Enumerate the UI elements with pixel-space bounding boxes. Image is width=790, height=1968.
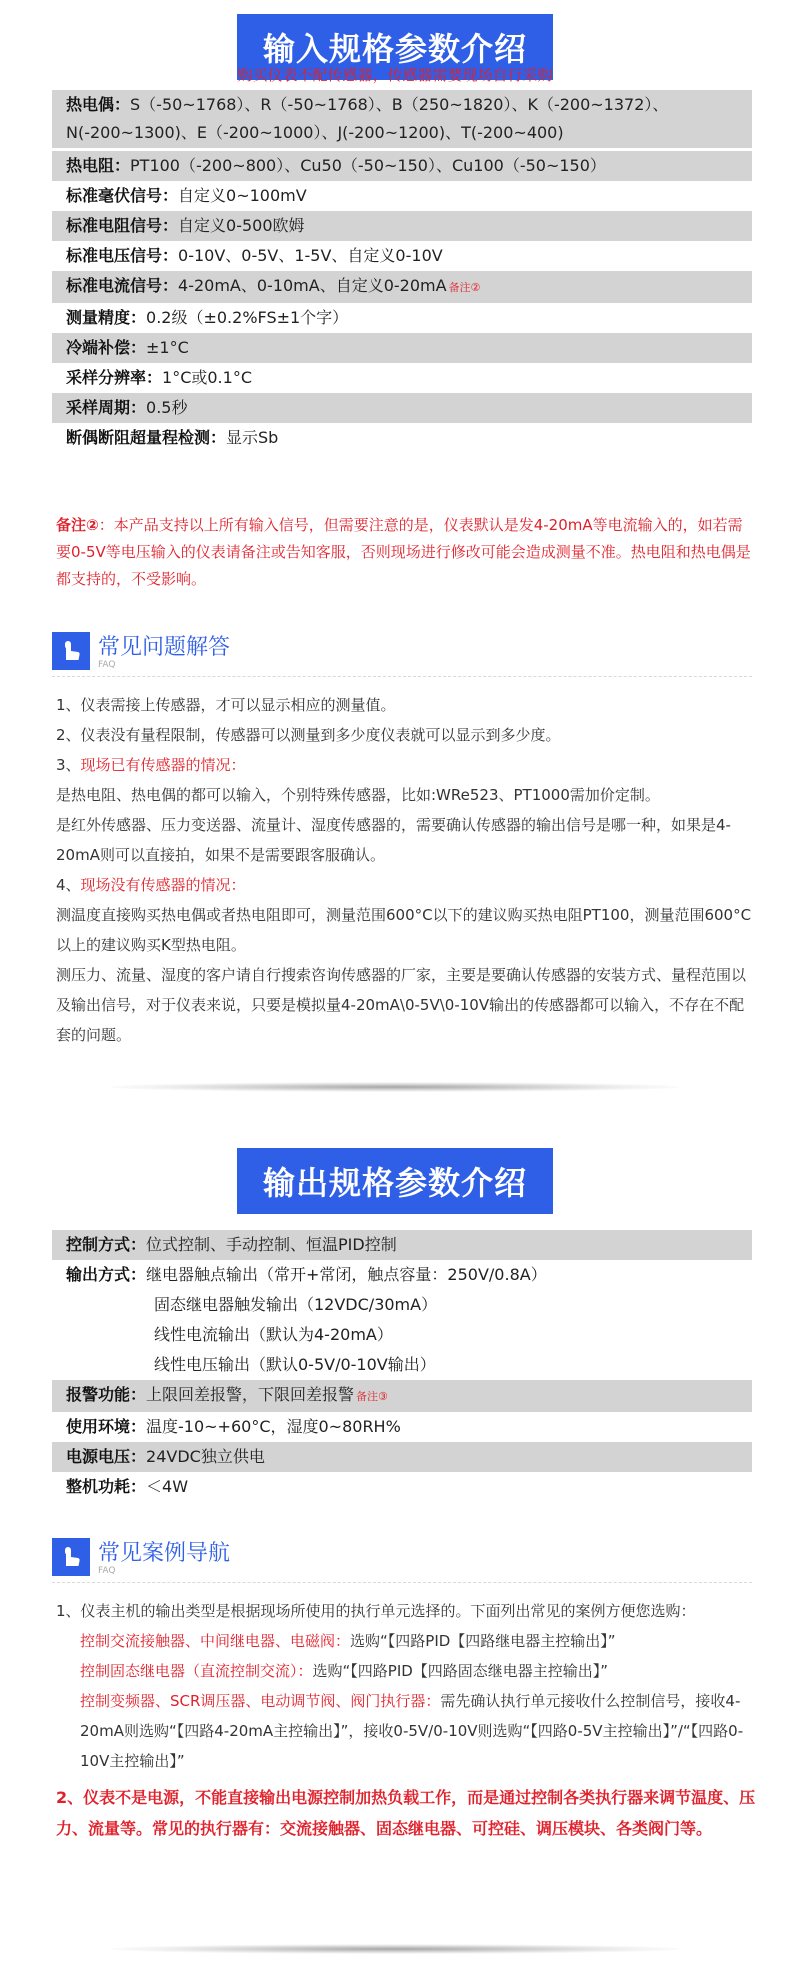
case-item: 控制固态继电器（直流控制交流）：选购“【四路PID【四路固态继电器主控输出】”	[80, 1662, 609, 1680]
out-row-output: 输出方式：继电器触点输出（常开+常闭，触点容量：250V/0.8A）	[66, 1265, 547, 1284]
case-nav-divider	[52, 1582, 752, 1583]
out-row-output-ssr: 固态继电器触发输出（12VDC/30mA）	[154, 1295, 438, 1314]
out-row-consumption: 整机功耗：＜4W	[66, 1477, 189, 1496]
faq-line: 是热电阻、热电偶的都可以输入，个别特殊传感器，比如:WRe523、PT1000需加价定制。	[56, 786, 660, 804]
spec-row-rtd: 热电阻：PT100（-200~800）、Cu50（-50~150）、Cu100（-50~150）	[52, 151, 752, 181]
note-2-tag: 备注②	[448, 281, 481, 294]
spec-row-thermocouple: 热电偶：S（-50~1768）、R（-50~1768）、B（250~1820）、K（-200~1372）、 N(-200~1300)、E（-200~1000）、J(-200~1200)、T(-200~400)	[52, 90, 752, 148]
out-row-alarm: 报警功能：上限回差报警，下限回差报警 备注③	[52, 1380, 752, 1412]
faq-line: 测温度直接购买热电偶或者热电阻即可，测量范围600°C以下的建议购买热电阻PT100，测量范围600°C以上的建议购买K型热电阻。	[56, 906, 752, 954]
out-row-output-voltage: 线性电压输出（默认0-5V/0-10V输出）	[154, 1355, 436, 1374]
faq-line: 是红外传感器、压力变送器、流量计、湿度传感器的，需要确认传感器的输出信号是哪一种，如果是4-20mA则可以直接拍，如果不是需要跟客服确认。	[56, 816, 731, 864]
out-row-output-current: 线性电流输出（默认为4-20mA）	[154, 1325, 393, 1344]
hand-pointer-icon	[52, 632, 90, 670]
faq-line: 2、仪表没有量程限制，传感器可以测量到多少度仪表就可以显示到多少度。	[56, 726, 561, 744]
faq-line: 4、现场没有传感器的情况：	[56, 876, 246, 894]
case-nav-content	[56, 1596, 756, 1844]
spec-row-accuracy: 测量精度：0.2级（±0.2%FS±1个字）	[66, 308, 349, 327]
out-row-environment: 使用环境：温度-10~+60°C，湿度0~80RH%	[66, 1417, 401, 1436]
input-remark: 备注②：本产品支持以上所有输入信号，但需要注意的是，仪表默认是发4-20mA等电流输入的，如若需要0-5V等电压输入的仪表请备注或告知客服，否则现场进行修改可能会造成测量不准。热电阻和热电偶是都支持的，不受影响。	[56, 516, 751, 588]
spec-row-sample-period: 采样周期：0.5秒	[52, 393, 752, 423]
spec-row-cold-junction: 冷端补偿：±1°C	[52, 333, 752, 363]
faq-line: 1、仪表需接上传感器，才可以显示相应的测量值。	[56, 696, 396, 714]
note-3-tag: 备注③	[356, 1390, 388, 1403]
spec-row-resolution: 采样分辨率：1°C或0.1°C	[66, 368, 252, 387]
case-note-2: 2、仪表不是电源，不能直接输出电源控制加热负载工作，而是通过控制各类执行器来调节温度、压力、流量等。常见的执行器有：交流接触器、固态继电器、可控硅、调压模块、各类阀门等。	[56, 1788, 756, 1838]
spec-row-break-detect: 断偶断阻超量程检测：显示Sb	[66, 428, 279, 447]
faq-divider	[52, 676, 752, 677]
faq-line: 3、现场已有传感器的情况：	[56, 756, 246, 774]
case-item: 控制变频器、SCR调压器、电动调节阀、阀门执行器：需先确认执行单元接收什么控制信号，接收4-20mA则选购“【四路4-20mA主控输出】”，接收0-5V/0-10V则选购“【四路0-5V主控输出】”/“【四路0-10V主控输出】”	[80, 1692, 744, 1770]
section-divider-shadow	[110, 1082, 680, 1092]
spec-row-current: 标准电流信号：4-20mA、0-10mA、自定义0-20mA 备注②	[52, 271, 752, 303]
input-section-subtitle: 购买仪表不配传感器，传感器需要现场自行采购	[237, 66, 553, 84]
faq-line: 测压力、流量、湿度的客户请自行搜索咨询传感器的厂家，主要是要确认传感器的安装方式、量程范围以及输出信号，对于仪表来说，只要是模拟量4-20mA\0-5V\0-10V输出的传感器都可以输入，不存在不配套的问题。	[56, 966, 747, 1044]
out-row-control: 控制方式：位式控制、手动控制、恒温PID控制	[52, 1230, 752, 1260]
spec-row-resistance: 标准电阻信号：自定义0-500欧姆	[52, 211, 752, 241]
output-spec-table	[52, 1230, 752, 1502]
bottom-divider-shadow	[110, 1944, 680, 1954]
hand-pointer-icon	[52, 1538, 90, 1576]
spec-row-voltage: 标准电压信号：0-10V、0-5V、1-5V、自定义0-10V	[66, 246, 443, 265]
case-item: 控制交流接触器、中间继电器、电磁阀：选购“【四路PID【四路继电器主控输出】”	[80, 1632, 616, 1650]
out-row-power-supply: 电源电压：24VDC独立供电	[52, 1442, 752, 1472]
case-list	[56, 1626, 756, 1776]
input-section-title: 输入规格参数介绍	[237, 14, 553, 80]
input-spec-table	[52, 90, 752, 453]
faq-answers	[56, 690, 756, 1050]
spec-row-mv: 标准毫伏信号：自定义0~100mV	[66, 186, 307, 205]
output-section-title: 输出规格参数介绍	[237, 1148, 553, 1214]
case-intro: 1、仪表主机的输出类型是根据现场所使用的执行单元选择的。下面列出常见的案例方便您选购：	[56, 1602, 696, 1620]
